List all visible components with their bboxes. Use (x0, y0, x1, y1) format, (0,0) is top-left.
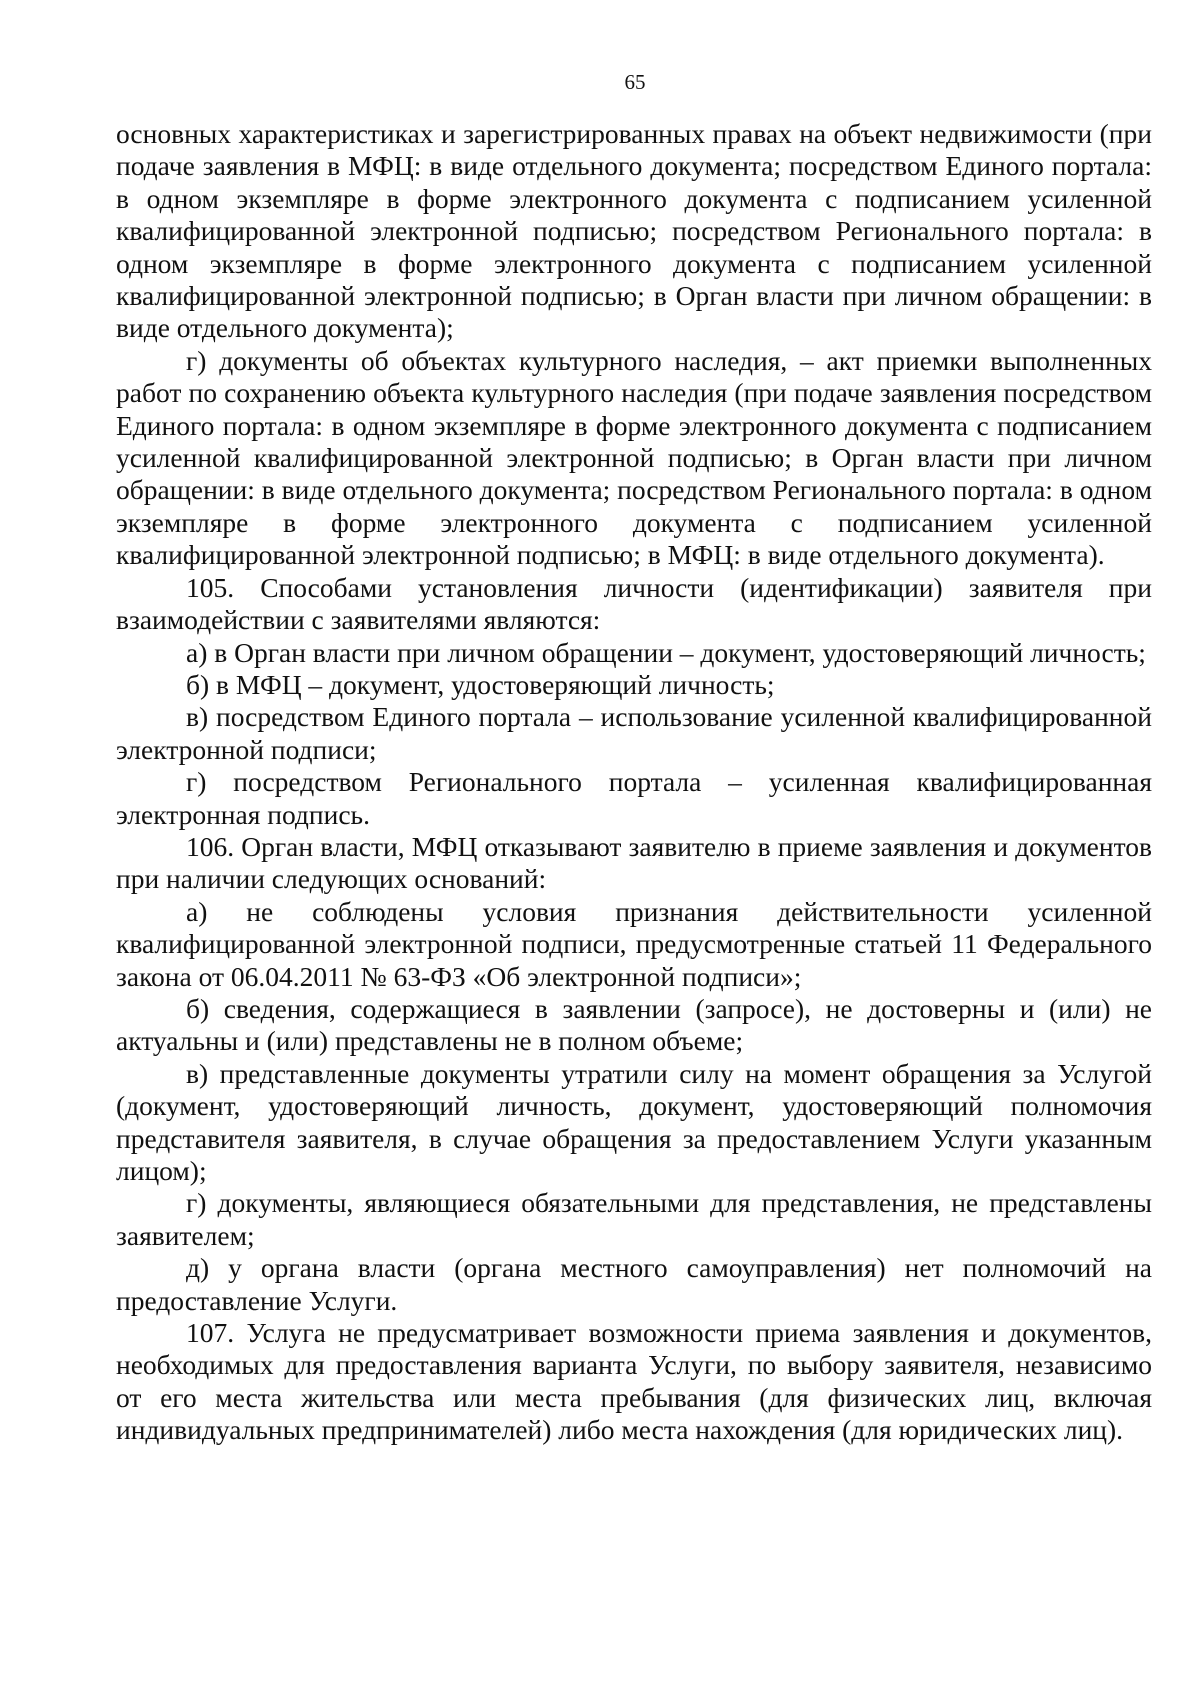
paragraph-item-g-cultural-heritage: г) документы об объектах культурного наследия, – акт приемки выполненных работ по сохранению объекта культурного наследия (при подаче заявления посредством Единого портала: в одном экземпляре в форме электронного документа с подписанием усиленной квалифицированной электронной подписью; в Орган власти при личном обращении: в виде отдельного документа; посредством Регионального портала: в одном экземпляре в форме электронного документа с подписанием усиленной квалифицированной электронной подписью; в МФЦ: в виде отдельного документа). (116, 344, 1152, 571)
paragraph-106-b: б) сведения, содержащиеся в заявлении (запросе), не достоверны и (или) не актуальны и (или) представлены не в полном объеме; (116, 992, 1152, 1057)
paragraph-106-g: г) документы, являющиеся обязательными для представления, не представлены заявителем; (116, 1187, 1152, 1251)
paragraph-106-v: в) представленные документы утратили силу на момент обращения за Услугой (документ, удостоверяющий личность, документ, удостоверяющий полномочия представителя заявителя, в случае обращения за предоставлением Услуги указанным лицом); (116, 1057, 1152, 1186)
paragraph-105-a: а) в Орган власти при личном обращении – документ, удостоверяющий личность; (186, 636, 1146, 668)
paragraph-105-b: б) в МФЦ – документ, удостоверяющий личность; (186, 668, 775, 700)
paragraph-105-v: в) посредством Единого портала – использование усиленной квалифицированной электронной подписи; (116, 701, 1152, 765)
paragraph-continuation: основных характеристиках и зарегистрированных правах на объект недвижимости (при подаче заявления в МФЦ: в виде отдельного документа; посредством Единого портала: в одном экземпляре в форме электронного документа с подписанием усиленной квалифицированной электронной подписью; посредством Регионального портала: в одном экземпляре в форме электронного документа с подписанием усиленной квалифицированной электронной подписью; в Орган власти при личном обращении: в виде отдельного документа); (116, 118, 1152, 344)
page-number: 65 (624, 70, 646, 94)
paragraph-107: 107. Услуга не предусматривает возможности приема заявления и документов, необходимых для предоставления варианта Услуги, по выбору заявителя, независимо от его места жительства или места пребывания (для физических лиц, включая индивидуальных предпринимателей) либо места нахождения (для юридических лиц). (116, 1317, 1152, 1446)
paragraph-105: 105. Способами установления личности (идентификации) заявителя при взаимодействии с заявителями являются: (116, 571, 1152, 636)
paragraph-106: 106. Орган власти, МФЦ отказывают заявителю в приеме заявления и документов при наличии следующих оснований: (116, 830, 1152, 895)
paragraph-106-a: а) не соблюдены условия признания действительности усиленной квалифицированной электронной подписи, предусмотренные статьей 11 Федерального закона от 06.04.2011 № 63-ФЗ «Об электронной подписи»; (116, 895, 1152, 992)
paragraph-106-d: д) у органа власти (органа местного самоуправления) нет полномочий на предоставление Услуги. (116, 1252, 1152, 1316)
document-body (116, 118, 1152, 1447)
paragraph-105-g: г) посредством Регионального портала – усиленная квалифицированная электронная подпись. (116, 766, 1152, 830)
